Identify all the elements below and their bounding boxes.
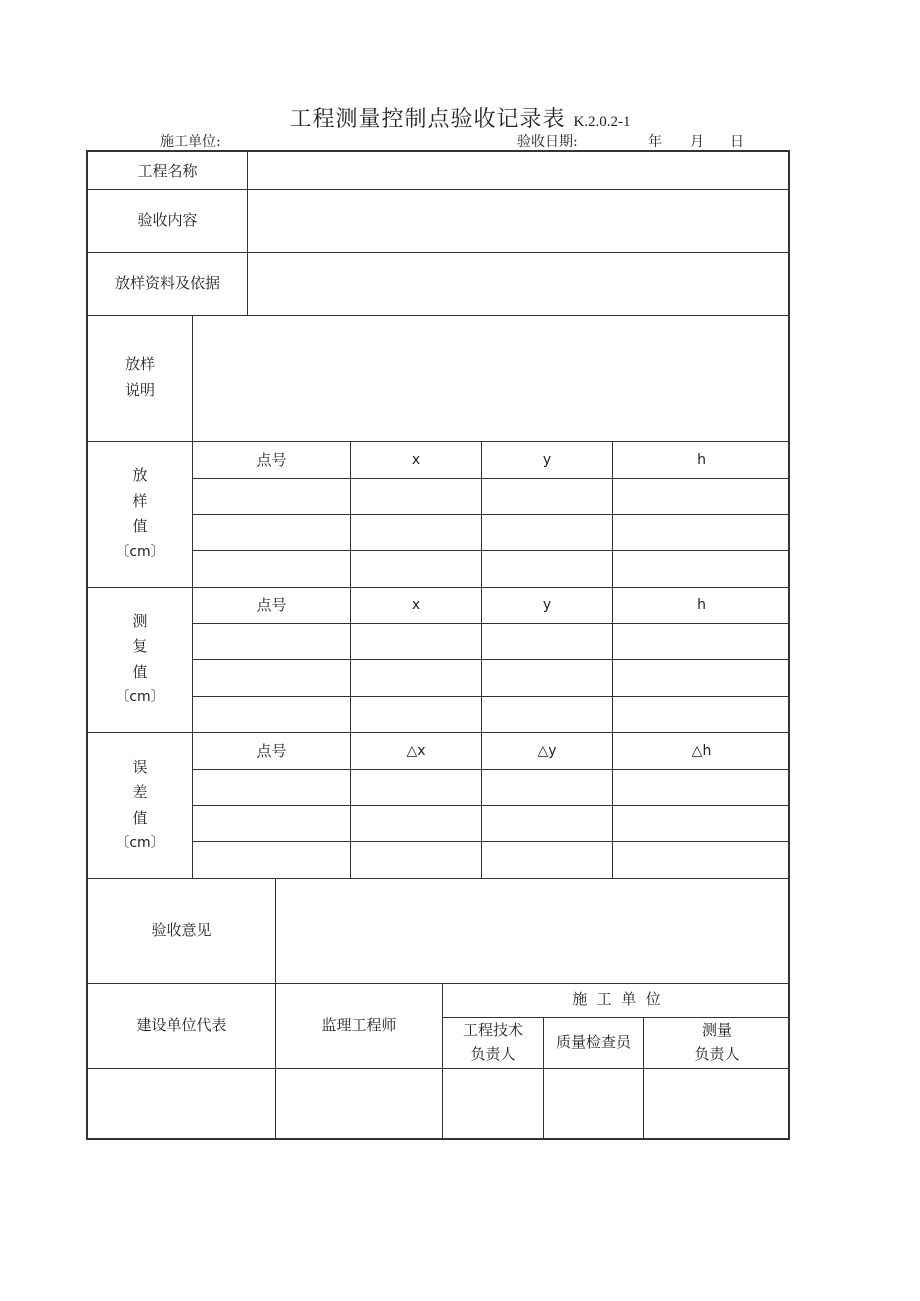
survey-lead-label-1: 测量 (701, 1021, 732, 1039)
date-day: 日 (730, 134, 744, 150)
form-title-text: 工程测量控制点验收记录表 (289, 107, 566, 132)
col-header-dy: △y (537, 743, 557, 759)
date-month: 月 (690, 134, 704, 150)
section-label-char: 放 (132, 466, 148, 484)
section-label-char: 值 (132, 517, 148, 535)
grid-line (192, 696, 790, 697)
layout-desc-label-1: 放样 (124, 355, 155, 373)
form-title (0, 102, 920, 133)
grid-line (192, 841, 790, 842)
row-divider (86, 983, 790, 984)
col-header-dx: △x (406, 743, 426, 759)
project-name-label: 工程名称 (137, 162, 198, 180)
row-divider (86, 252, 790, 253)
section-label-char: 值 (132, 809, 148, 827)
col-divider (612, 441, 613, 878)
row-divider (86, 878, 790, 879)
grid-line (192, 550, 790, 551)
row-divider (86, 1068, 790, 1069)
owner-rep-label: 建设单位代表 (136, 1016, 227, 1034)
acceptance-opinion-label: 验收意见 (151, 921, 212, 939)
grid-line (192, 769, 790, 770)
section-label-unit: 〔cm〕 (115, 544, 165, 560)
grid-line (192, 659, 790, 660)
col-divider (481, 441, 482, 878)
section-label-char: 误 (132, 758, 148, 776)
grid-line (192, 623, 790, 624)
col-header-point: 点号 (256, 451, 287, 469)
tech-lead-label-2: 负责人 (470, 1045, 516, 1063)
date-year: 年 (648, 134, 662, 150)
col-header-y: y (542, 452, 552, 468)
qc-inspector-label: 质量检查员 (555, 1033, 631, 1051)
section-label-char: 差 (132, 783, 148, 801)
row-divider (86, 189, 790, 190)
grid-line (192, 478, 790, 479)
col-header-y: y (542, 597, 552, 613)
col-header-h: h (697, 452, 706, 468)
section-label-unit: 〔cm〕 (115, 689, 165, 705)
grid-line (192, 514, 790, 515)
col-header-x: x (411, 597, 421, 613)
acceptance-content-label: 验收内容 (137, 211, 198, 229)
col-header-dh: △h (691, 743, 712, 759)
survey-lead-label-2: 负责人 (694, 1045, 740, 1063)
col-divider (350, 441, 351, 878)
col-header-h: h (697, 597, 706, 613)
col-header-point: 点号 (256, 742, 287, 760)
col-header-point: 点号 (256, 596, 287, 614)
section-label-char: 样 (132, 492, 148, 510)
col-divider (275, 878, 276, 1140)
layout-data-basis-label: 放样资料及依据 (114, 274, 220, 292)
construction-unit-label: 施工单位: (160, 134, 221, 150)
section-label-unit: 〔cm〕 (115, 835, 165, 851)
tech-lead-label-1: 工程技术 (462, 1021, 523, 1039)
col-header-x: x (411, 452, 421, 468)
section-label-char: 测 (132, 612, 148, 630)
grid-line (192, 805, 790, 806)
col-divider (247, 150, 248, 315)
form-code: K.2.0.2-1 (573, 114, 631, 130)
acceptance-date-label: 验收日期: (517, 134, 578, 150)
section-label-char: 值 (132, 663, 148, 681)
contractor-label: 施 工 单 位 (572, 990, 661, 1008)
supervisor-label: 监理工程师 (321, 1016, 397, 1034)
section-label-char: 复 (132, 637, 148, 655)
layout-desc-label-2: 说明 (124, 381, 155, 399)
